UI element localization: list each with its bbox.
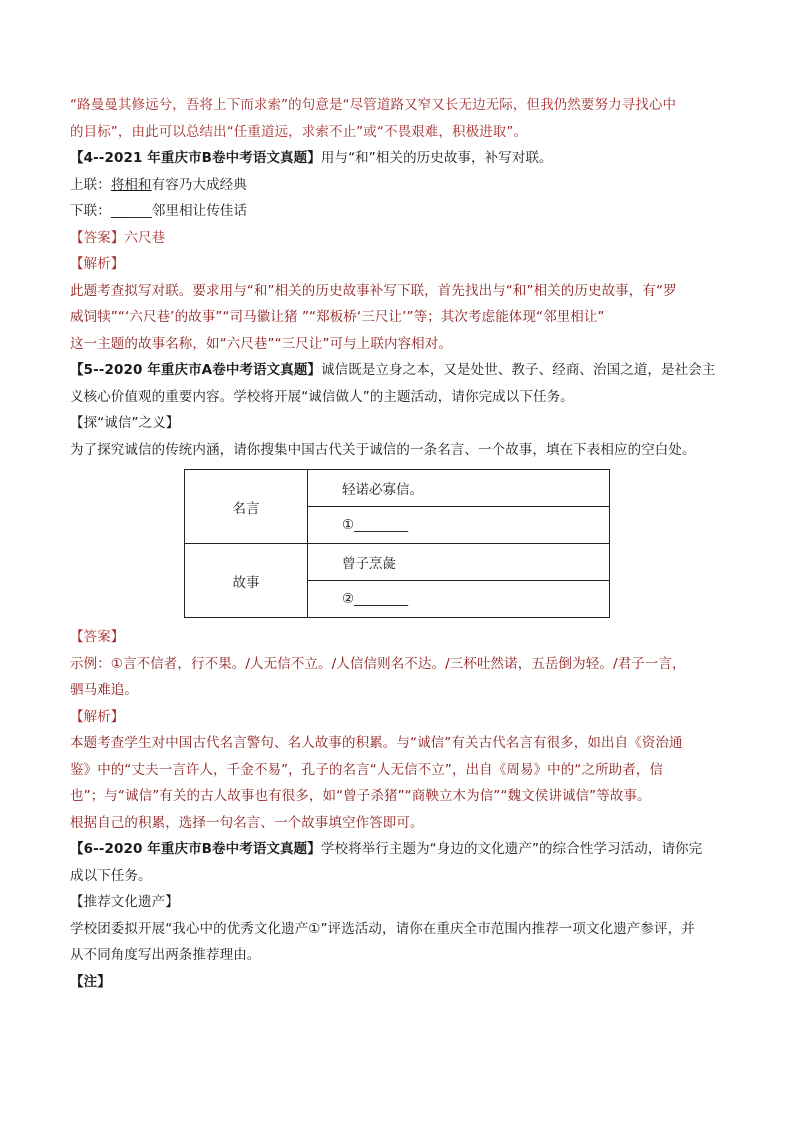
intro-line-1: “路曼曼其修远兮，吾将上下而求索”的句意是“尽管道路又窄又长无边无际，但我仍然要努力寻找心中 <box>70 97 677 113</box>
q5-prompt-1: 诚信既是立身之本，又是处世、教子、经商、治国之道，是社会主 <box>321 362 716 378</box>
q6-tag: 【6--2020 年重庆市B卷中考语文真题】 <box>70 841 321 857</box>
upper-prefix: 上联： <box>70 176 111 193</box>
answer-text: 六尺巷 <box>124 229 166 246</box>
document-page <box>70 92 724 995</box>
q5-analysis-line-2: 鉴》中的“丈夫一言许人，千金不易”，孔子的名言“人无信不立”，出自《周易》中的“之所助者，信 <box>70 761 664 778</box>
q4-lower-couplet <box>70 198 724 225</box>
q5-analysis-line-4: 根据自己的积累，选择一句名言、一个故事填空作答即可。 <box>70 814 424 831</box>
upper-rest: 有容乃大成经典 <box>151 176 247 193</box>
q5-heading <box>70 357 724 384</box>
q4-answer <box>70 225 724 252</box>
q5-instruction: 为了探究诚信的传统内涵，请你搜集中国古代关于诚信的一条名言、一个故事，填在下表相应的空白处。 <box>70 441 696 458</box>
intro-line-2: 的目标”，由此可以总结出“任重道远，求索不止”或“不畏艰难，积极进取”。 <box>70 123 528 140</box>
q5-analysis-line-1: 本题考查学生对中国古代名言警句、名人故事的积累。与“诚信”有关古代名言有很多，如出自《资治通 <box>70 735 683 751</box>
q5-analysis-line-3: 也”；与“诚信”有关的古人故事也有很多，如“曾子杀猪”“商鞅立木为信”“魏文侯讲诚信”等故事。 <box>70 788 651 804</box>
q5-answer-line-2: 驷马难追。 <box>70 682 138 698</box>
q4-tag: 【4--2021 年重庆市B卷中考语文真题】 <box>70 150 321 166</box>
q4-heading <box>70 145 724 172</box>
q5-prompt-2: 义核心价值观的重要内容。学校将开展“诚信做人”的主题活动，请你完成以下任务。 <box>70 388 574 405</box>
integrity-table <box>184 469 610 618</box>
q5-section: 【探“诚信”之义】 <box>70 415 180 431</box>
q4-analysis-line-1: 此题考查拟写对联。要求用与“和”相关的历史故事补写下联，首先找出与“和”相关的历史故事，有“罗 <box>70 282 677 299</box>
table-row <box>185 470 610 507</box>
q4-prompt: 用与“和”相关的历史故事，补写对联。 <box>320 150 553 166</box>
row-label-story: 故事 <box>185 544 308 618</box>
row-label-quote: 名言 <box>185 470 308 544</box>
table-row <box>185 544 610 581</box>
q6-note: 【注】 <box>70 973 111 990</box>
q5-answer-line-1: 示例：①言不信者，行不果。/人无信不立。/人信信则名不达。/三杯吐然诺，五岳倒为轻。/君子一言， <box>70 655 686 672</box>
q6-section: 【推荐文化遗产】 <box>70 894 179 910</box>
q6-prompt-1: 学校将举行主题为“身边的文化遗产”的综合性学习活动，请你完 <box>320 841 703 857</box>
q6-instruction-1: 学校团委拟开展“我心中的优秀文化遗产①”评选活动，请你在重庆全市范围内推荐一项文化遗产参评，并 <box>70 920 695 937</box>
q4-analysis-line-3: 这一主题的故事名称，如“六尺巷”“三尺让”可与上联内容相对。 <box>70 335 452 352</box>
q5-answer-tag: 【答案】 <box>70 629 125 645</box>
quote-value: 轻诺必寡信。 <box>308 470 610 507</box>
lower-prefix: 下联： <box>70 203 111 219</box>
lower-blank: ______ <box>110 203 152 219</box>
lower-rest: 邻里相让传佳话 <box>151 203 248 219</box>
story-value: 曾子烹彘 <box>308 544 610 581</box>
q5-analysis-tag: 【解析】 <box>70 708 125 725</box>
q6-prompt-2: 成以下任务。 <box>70 867 152 884</box>
quote-blank[interactable]: ①________ <box>308 507 610 544</box>
q6-heading <box>70 836 724 863</box>
q6-instruction-2: 从不同角度写出两条推荐理由。 <box>70 947 261 963</box>
answer-tag: 【答案】 <box>70 229 125 246</box>
q4-analysis-line-2: 威饲犊”“‘六尺巷’的故事”“司马徽让猪 ”“郑板桥‘三尺让’”等；其次考虑能体现“邻里相让” <box>70 309 605 325</box>
upper-underlined: 将相和 <box>110 176 152 193</box>
q5-tag: 【5--2020 年重庆市A卷中考语文真题】 <box>70 362 322 378</box>
story-blank[interactable]: ②________ <box>308 581 610 618</box>
q4-analysis-tag: 【解析】 <box>70 256 125 272</box>
q4-upper-couplet <box>70 172 724 199</box>
